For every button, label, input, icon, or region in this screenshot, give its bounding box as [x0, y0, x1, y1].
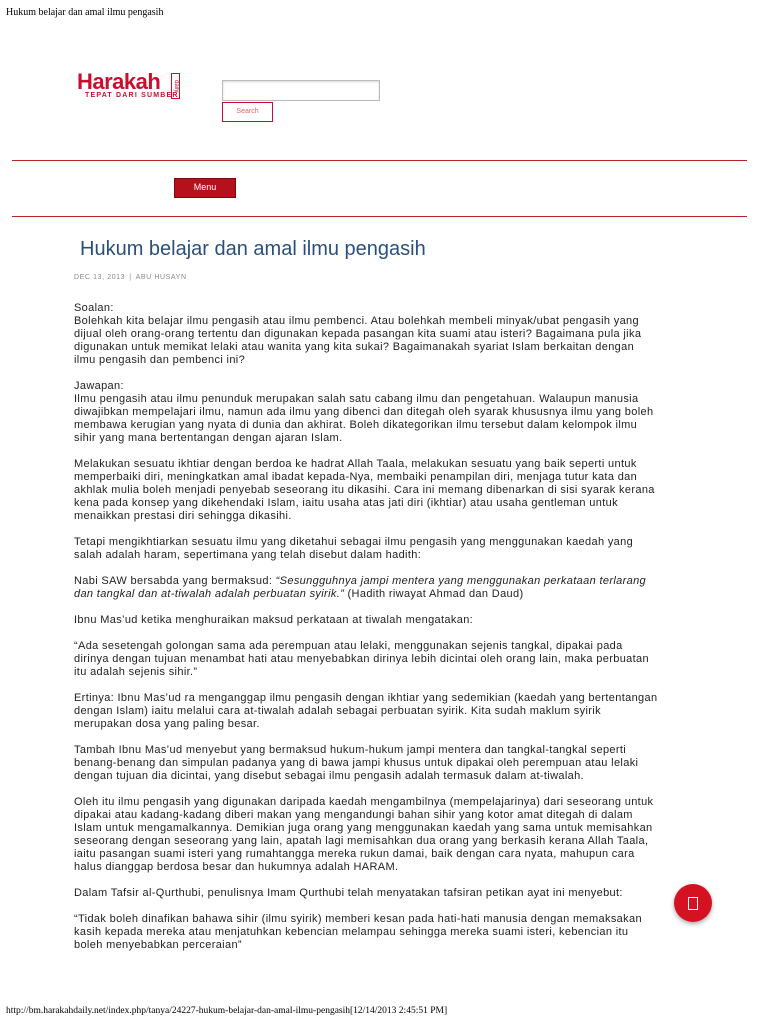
article-date: DEC 13, 2013	[74, 274, 126, 281]
question-label: Soalan:	[74, 302, 114, 314]
nav-divider	[12, 216, 747, 217]
search-input[interactable]	[222, 80, 380, 101]
question-text: Bolehkah kita belajar ilmu pengasih atau ilmu pembenci. Atau bolehkah membeli minyak/ubat pengasih yang dijual oleh orang-orang tertentu dan digunakan kepada pasangan kita suami atau isteri? Bagaimana pula jika digunakan untuk memikat lelaki atau wanita yang kita sukai? Bagaimanakah syariat Islam berkaitan dengan ilmu pengasih dan pembenci ini?	[74, 315, 642, 366]
paragraph	[74, 380, 658, 445]
paragraph	[74, 302, 658, 367]
article-author[interactable]: ABU HUSAYN	[135, 274, 187, 281]
site-logo[interactable]	[77, 70, 182, 104]
phone-icon	[688, 897, 698, 910]
answer-text: Ilmu pengasih atau ilmu penunduk merupakan salah satu cabang ilmu dan pengetahuan. Walaupun manusia diwajibkan mempelajari ilmu, namun ada ilmu yang dibenci dan ditegah oleh syarak khususnya ilmu yang boleh membawa kerugian yang nyata di dunia dan akhirat. Boleh dikategorikan ilmu tersebut dalam kelompok ilmu sihir yang mana bertentangan dengan ajaran Islam.	[74, 393, 654, 444]
hadith-prefix: Nabi SAW bersabda yang bermaksud:	[74, 575, 276, 587]
header-divider	[12, 160, 747, 161]
paragraph: Tambah Ibnu Mas’ud menyebut yang bermaksud hukum-hukum jampi mentera dan tangkal-tangkal seperti benang-benang dan simpulan padanya yang di bawa jampi khusus untuk dipakai oleh perempuan atau lelaki dengan tujuan dia dicintai, yang disebut sebagai ilmu pengasih adalah termasuk dalam at-tiwalah.	[74, 744, 639, 782]
paragraph: Ibnu Mas’ud ketika menghuraikan maksud perkataan at tiwalah mengatakan:	[74, 614, 474, 626]
hadith-source: (Hadith riwayat Ahmad dan Daud)	[344, 588, 524, 600]
meta-separator: |	[129, 274, 132, 281]
search-button[interactable]: Search	[222, 102, 273, 122]
print-header: Hukum belajar dan amal ilmu pengasih	[6, 7, 164, 18]
logo-tagline: TEPAT DARI SUMBER	[85, 92, 179, 99]
paragraph: Tetapi mengikhtiarkan sesuatu ilmu yang diketahui sebagai ilmu pengasih yang menggunakan kaedah yang salah adalah haram, sepertimana yang telah disebut dalam hadith:	[74, 536, 634, 561]
hadith-paragraph	[74, 575, 658, 601]
logo-side-label: daily	[171, 73, 180, 99]
article-body	[74, 302, 658, 952]
paragraph: Melakukan sesuatu ikhtiar dengan berdoa ke hadrat Allah Taala, melakukan sesuatu yang baik seperti untuk memperbaiki diri, meningkatkan amal ibadat kepada-Nya, membaiki penampilan diri, menjaga tutur kata dan akhlak mulia boleh menjadi penyebab seseorang itu dikasihi. Cara ini memang dibenarkan di sisi syarak kerana kena pada konsep yang dikehendaki Islam, iaitu usaha atas jati diri (ikhtiar) atau usaha gentleman untuk menaikkan prestasi diri sehingga dikasihi.	[74, 458, 655, 522]
paragraph: Ertinya: Ibnu Mas’ud ra menganggap ilmu pengasih dengan ikhtiar yang sedemikian (kaedah yang bertentangan dengan Islam) iaitu melalui cara at-tiwalah adalah sebagai perbuatan syirik. Kita sudah maklum syirik merupakan dosa yang paling besar.	[74, 692, 658, 730]
quote-paragraph: “Ada sesetengah golongan sama ada perempuan atau lelaki, menggunakan sejenis tangkal, dipakai pada dirinya dengan tujuan menambat hati atau menyebabkan dirinya lebih dicintai oleh orang lain, maka perbuatan itu adalah sejenis sihir.”	[74, 640, 649, 678]
article-meta	[74, 274, 187, 281]
menu-button[interactable]: Menu	[174, 178, 236, 198]
paragraph: Oleh itu ilmu pengasih yang digunakan daripada kaedah mengambilnya (mempelajarinya) dari seseorang untuk dipakai atau kadang-kadang diberi makan yang mengandungi bahan sihir yang kotor amat ditegah di dalam Islam untuk mengamalkannya. Demikian juga orang yang menggunakan kaedah yang sama untuk memisahkan seseorang dengan seseorang yang lain, apatah lagi memisahkan dua orang yang berkasih kerana Allah Taala, iaitu pasangan suami isteri yang rumahtangga mereka rukun damai, baik dengan cara nyata, mahupun cara halus dianggap berdosa besar dan hukumnya adalah HARAM.	[74, 796, 654, 873]
hadith-quote: “Sesungguhnya jampi mentera yang menggunakan perkataan terlarang dan tangkal dan at-tiwalah adalah perbuatan syirik.”	[74, 575, 647, 600]
print-footer: http://bm.harakahdaily.net/index.php/tanya/24227-hukum-belajar-dan-amal-ilmu-pengasih[12/14/2013 2:45:51 PM]	[6, 1006, 448, 1016]
article-title: Hukum belajar dan amal ilmu pengasih	[80, 238, 426, 260]
logo-word: Harakah	[77, 69, 161, 94]
floating-action-button[interactable]	[674, 884, 712, 922]
answer-label: Jawapan:	[74, 380, 124, 392]
quote-paragraph: “Tidak boleh dinafikan bahawa sihir (ilmu syirik) memberi kesan pada hati-hati manusia dengan memaksakan kasih kepada mereka atau menjatuhkan kebencian melampau sehingga mereka suami isteri, kebencian itu boleh menyebabkan perceraian”	[74, 913, 642, 951]
paragraph: Dalam Tafsir al-Qurthubi, penulisnya Imam Qurthubi telah menyatakan tafsiran petikan ayat ini menyebut:	[74, 887, 623, 899]
